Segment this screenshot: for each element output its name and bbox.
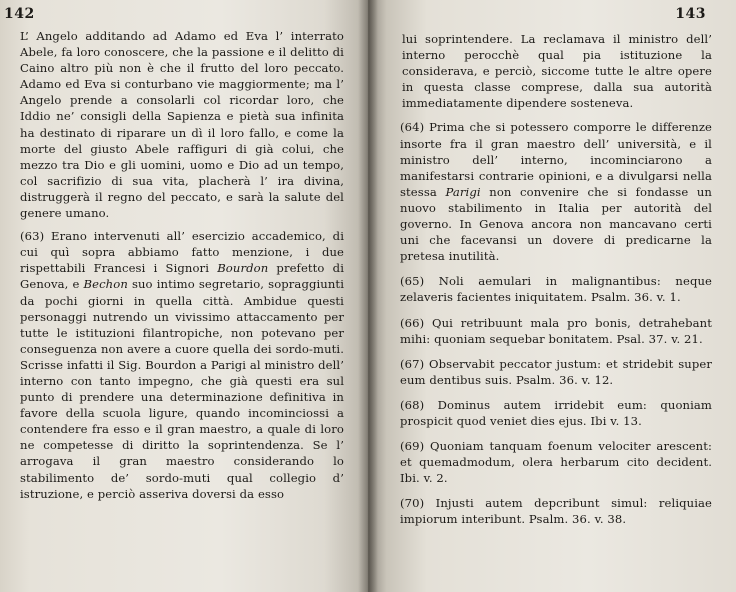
note-64: (64) Prima che si potessero comporre le differenze insorte fra il gran maestro dell’ università, e il ministro dell’ interno, incominciarono a manifestarsi contrarie opinioni, e a divulgarsi nella stessa Parigi non convenire che si fondasse un nuovo stabilimento in Italia per autorità del governo. In Genova ancora non mancavano certi uni che facevansi un dovere di predicarne la pretesa inutilità. [400, 120, 713, 264]
note-67: (67) Observabit peccator justum: et stridebit super eum dentibus suis. Psalm. 36. v. 12. [400, 356, 712, 387]
right-page [368, 0, 736, 592]
page-number-right: 143 [675, 6, 706, 22]
note-66: (66) Qui retribuunt mala pro bonis, detrahebant mihi: quoniam sequebar bonitatem. Psal. 37. v. 21. [400, 315, 712, 346]
note-69: (69) Quoniam tanquam foenum velociter arescent: et quemadmodum, olera herbarum cito decident. Ibi. v. 2. [400, 439, 712, 486]
continuation-paragraph: lui soprintendere. La reclamava il ministro dell’ interno perocchè qual pia istituzione la considerava, e perciò, siccome tutte le altre opere in questa classe comprese, dalla sua autorità immediatamente dipendere sosteneva. [402, 32, 712, 111]
note-63: (63) Erano intervenuti all’ esercizio accademico, di cui quì sopra abbiamo fatto menzione, i due rispettabili Francesi i Signori Bourdon prefetto di Genova, e Bechon suo intimo segretario, sopraggiunti da pochi giorni in quella città. Ambidue questi personaggi nutrendo un vivissimo attaccamento per tutte le istituzioni filantropiche, non potevano per conseguenza non avere a cuore quella dei sordo-muti. Scrisse infatti il Sig. Bourdon a Parigi al ministro dell’ interno con tanto impegno, che già questi era sul punto di prendere una determinazione definitiva in favore della scuola ligure, quando incominciossi a contendere fra esso e il gran maestro, a quale di loro ne competesse di diritto la soprintendenza. Se l’ arrogava il gran maestro considerando lo stabilimento de’ sordo-muti qual collegio d’ istruzione, e perciò asseriva doversi da esso [20, 229, 345, 501]
paragraph-angelo: L’ Angelo additando ad Adamo ed Eva l’ interrato Abele, fa loro conoscere, che la passione e il delitto di Caino altro più non è che il frutto del loro peccato. Adamo ed Eva si conturbano vie maggiormente; ma l’ Angelo prende a consolarli col ricordar loro, che Iddio ne’ consigli della Sapienza e pietà sua infinita ha destinato di riparare un dì il loro fallo, e come la morte del giusto Abele raffiguri di già colui, che mezzo tra Dio e gli uomini, uomo e Dio ad un tempo, col sacrifizio di sua vita, placherà l’ ira divina, distruggerà il regno del peccato, e sarà la salute del genere umano. [20, 29, 344, 221]
page-number-left: 142 [4, 6, 35, 22]
left-page-text [20, 28, 344, 502]
note-70: (70) Injusti autem depcribunt simul: reliquiae impiorum interibunt. Psalm. 36. v. 38. [400, 496, 712, 527]
note-65: (65) Noli aemulari in malignantibus: neque zelaveris facientes iniquitatem. Psalm. 36. v. 1. [400, 274, 712, 305]
right-page-text [400, 31, 712, 528]
name-bourdon: Bourdon [217, 261, 269, 276]
name-bechon: Bechon [83, 277, 128, 292]
book-gutter [358, 0, 378, 592]
note-68: (68) Dominus autem irridebit eum: quoniam prospicit quod veniet dies ejus. Ibi v. 13. [400, 397, 712, 428]
place-parigi: Parigi [445, 184, 481, 199]
